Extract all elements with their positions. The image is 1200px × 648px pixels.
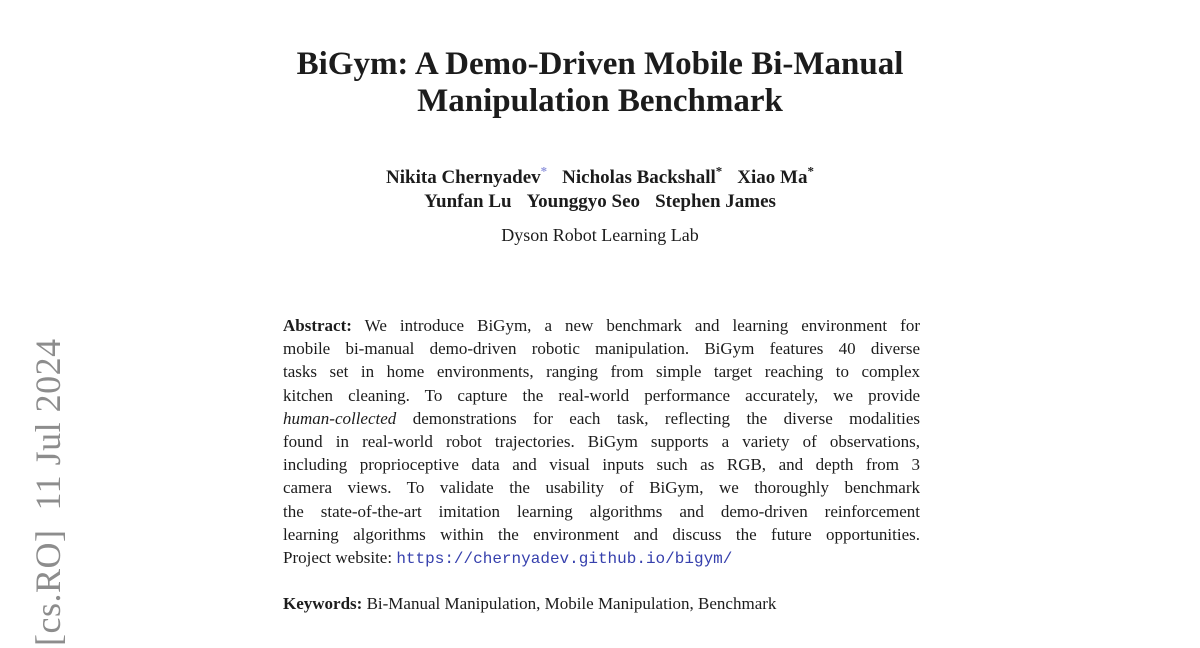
keywords-text: Bi-Manual Manipulation, Mobile Manipulation, Benchmark — [362, 594, 777, 613]
author-name — [737, 163, 814, 190]
emphasized-text: human-collected — [283, 408, 397, 428]
author-block — [0, 163, 1200, 214]
author-name-text: Yunfan Lu — [424, 191, 512, 212]
abstract-line — [283, 476, 920, 499]
paper-title-line-2: Manipulation Benchmark — [417, 83, 783, 119]
author-name — [386, 163, 548, 190]
abstract-line — [283, 407, 920, 430]
text-segment: demonstrations for each task, reflecting the diverse modalities — [396, 408, 920, 428]
author-name — [562, 163, 723, 190]
author-footnote-marker: * — [540, 163, 548, 179]
text-segment: including proprioceptive data and visual inputs such as RGB, and depth from 3 — [283, 455, 920, 475]
author-name — [527, 190, 641, 214]
author-name-text: Nikita Chernyadev — [386, 167, 541, 188]
author-name-text: Nicholas Backshall — [562, 167, 716, 188]
abstract-line — [283, 360, 920, 383]
text-segment: camera views. To validate the usability of BiGym, we thoroughly benchmark — [283, 478, 920, 498]
text-segment: kitchen cleaning. To capture the real-world performance accurately, we provide — [283, 385, 920, 405]
abstract-label: Abstract: — [283, 316, 352, 335]
abstract-line — [283, 546, 920, 571]
author-name-text: Xiao Ma — [737, 167, 808, 188]
text-segment: Project website: — [283, 548, 397, 568]
author-row-1 — [0, 163, 1200, 190]
affiliation: Dyson Robot Learning Lab — [501, 225, 699, 245]
author-name-text: Stephen James — [655, 191, 776, 212]
author-name — [655, 190, 776, 214]
abstract-line — [283, 384, 920, 407]
abstract-line — [283, 430, 920, 453]
text-segment: tasks set in home environments, ranging from simple target reaching to complex — [283, 362, 920, 382]
arxiv-category-watermark: [cs.RO] 11 Jul 2024 — [28, 338, 68, 646]
paper-title-line-1: BiGym: A Demo-Driven Mobile Bi-Manual — [296, 46, 904, 82]
abstract-line — [283, 523, 920, 546]
author-name — [424, 190, 512, 214]
text-segment: We introduce BiGym, a new benchmark and learning environment for — [351, 316, 920, 335]
project-website-link[interactable]: https://chernyadev.github.io/bigym/ — [396, 550, 733, 569]
abstract-paragraph — [283, 314, 920, 571]
keywords-label: Keywords: — [283, 594, 363, 613]
text-segment: mobile bi-manual demo-driven robotic manipulation. BiGym features 40 diverse — [283, 339, 920, 359]
abstract-line — [283, 453, 920, 476]
author-name-text: Younggyo Seo — [526, 191, 641, 212]
text-segment: the state-of-the-art imitation learning algorithms and demo-driven reinforcement — [283, 501, 920, 521]
author-row-2 — [0, 190, 1200, 214]
text-segment: found in real-world robot trajectories. BiGym supports a variety of observations, — [283, 432, 920, 452]
abstract-line — [283, 337, 920, 360]
text-segment: learning algorithms within the environment and discuss the future opportunities. — [283, 524, 920, 544]
abstract-line — [283, 500, 920, 523]
author-footnote-marker: * — [807, 163, 814, 179]
keywords-line — [283, 594, 776, 614]
paper-title — [0, 46, 1200, 120]
abstract-line — [283, 314, 920, 337]
author-footnote-marker: * — [715, 163, 723, 179]
